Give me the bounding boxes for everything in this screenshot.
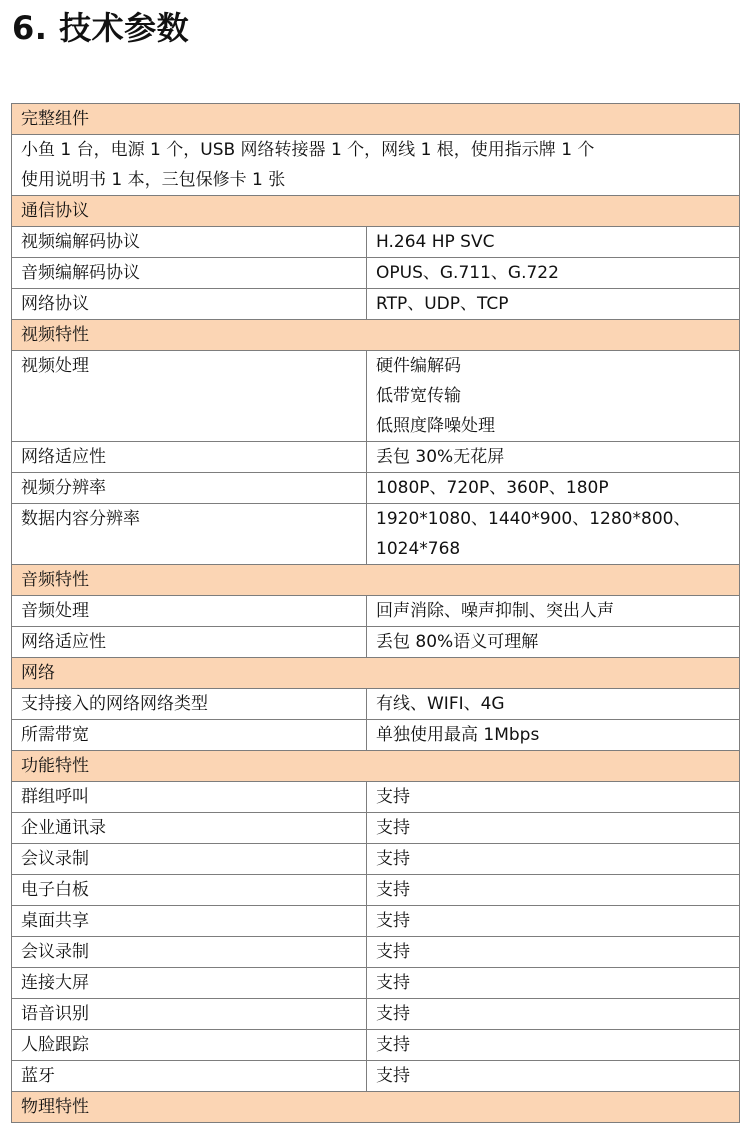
section-title: 网络	[21, 663, 55, 683]
spec-value: 硬件编解码	[376, 356, 461, 376]
spec-value: 低带宽传输	[376, 386, 461, 406]
spec-value: 支持	[376, 1035, 410, 1055]
spec-label: 视频处理	[21, 356, 89, 376]
section-title: 物理特性	[21, 1097, 89, 1117]
spec-table-body	[12, 104, 740, 1123]
section-header-cell	[12, 751, 740, 782]
spec-label: 数据内容分辨率	[21, 509, 140, 529]
spec-value: 支持	[376, 973, 410, 993]
spec-label: 企业通讯录	[21, 818, 106, 838]
spec-value: RTP、UDP、TCP	[376, 294, 509, 314]
section-title: 完整组件	[21, 109, 89, 129]
spec-row	[12, 1061, 740, 1092]
spec-value-cell	[367, 937, 740, 968]
section-header-row	[12, 565, 740, 596]
spec-label-cell	[12, 473, 367, 504]
spec-label-cell	[12, 968, 367, 999]
spec-label-cell	[12, 906, 367, 937]
spec-label: 连接大屏	[21, 973, 89, 993]
spec-value-cell	[367, 844, 740, 875]
spec-label: 网络协议	[21, 294, 89, 314]
spec-label-cell	[12, 720, 367, 751]
spec-value-cell	[367, 875, 740, 906]
spec-label: 语音识别	[21, 1004, 89, 1024]
spec-row	[12, 227, 740, 258]
spec-value-cell	[367, 627, 740, 658]
spec-value: 支持	[376, 942, 410, 962]
section-title: 功能特性	[21, 756, 89, 776]
spec-label-cell	[12, 782, 367, 813]
section-header-row	[12, 1092, 740, 1123]
spec-value-cell	[367, 442, 740, 473]
spec-label: 电子白板	[21, 880, 89, 900]
spec-row	[12, 596, 740, 627]
spec-label: 音频编解码协议	[21, 263, 140, 283]
spec-label: 视频分辨率	[21, 478, 106, 498]
section-header-row	[12, 320, 740, 351]
spec-value-cell	[367, 689, 740, 720]
spec-value: 丢包 30%无花屏	[376, 447, 505, 467]
spec-label: 会议录制	[21, 849, 89, 869]
spec-value: 单独使用最高 1Mbps	[376, 725, 540, 745]
spec-label: 视频编解码协议	[21, 232, 140, 252]
spec-label-cell	[12, 1061, 367, 1092]
section-header-row	[12, 751, 740, 782]
spec-row	[12, 289, 740, 320]
spec-row	[12, 351, 740, 442]
spec-value-cell	[367, 504, 740, 565]
spec-value-cell	[367, 999, 740, 1030]
spec-row	[12, 999, 740, 1030]
spec-label: 桌面共享	[21, 911, 89, 931]
spec-label-cell	[12, 999, 367, 1030]
spec-label: 会议录制	[21, 942, 89, 962]
spec-value-cell	[367, 782, 740, 813]
spec-value: 有线、WIFI、4G	[376, 694, 505, 714]
spec-row	[12, 720, 740, 751]
section-title: 视频特性	[21, 325, 89, 345]
section-header-cell	[12, 104, 740, 135]
spec-row	[12, 906, 740, 937]
section-header-row	[12, 658, 740, 689]
spec-row	[12, 689, 740, 720]
spec-label: 网络适应性	[21, 632, 106, 652]
spec-value-cell	[367, 1030, 740, 1061]
cell-text-line: 使用说明书 1 本，三包保修卡 1 张	[21, 170, 286, 190]
spec-value-cell	[367, 289, 740, 320]
spec-value: 1080P、720P、360P、180P	[376, 478, 609, 498]
spec-value-cell	[367, 906, 740, 937]
spec-value: 1920*1080、1440*900、1280*800、	[376, 509, 691, 529]
spec-value-cell	[367, 720, 740, 751]
spec-row	[12, 844, 740, 875]
section-header-cell	[12, 1092, 740, 1123]
spec-row	[12, 627, 740, 658]
spec-value: 支持	[376, 787, 410, 807]
spec-value: 支持	[376, 818, 410, 838]
spec-label-cell	[12, 289, 367, 320]
spec-label-cell	[12, 504, 367, 565]
spec-value: 回声消除、噪声抑制、突出人声	[376, 601, 614, 621]
spec-value: 低照度降噪处理	[376, 416, 495, 436]
spec-table	[11, 103, 740, 1123]
spec-row	[12, 442, 740, 473]
spec-label-cell	[12, 442, 367, 473]
spec-row	[12, 473, 740, 504]
section-title: 音频特性	[21, 570, 89, 590]
spec-value-cell	[367, 813, 740, 844]
section-header-row	[12, 104, 740, 135]
spec-label: 音频处理	[21, 601, 89, 621]
page-title: 6. 技术参数	[12, 9, 190, 47]
spec-label-cell	[12, 258, 367, 289]
spec-label: 网络适应性	[21, 447, 106, 467]
spec-value: 支持	[376, 1004, 410, 1024]
spec-label: 群组呼叫	[21, 787, 89, 807]
spec-row	[12, 875, 740, 906]
section-header-cell	[12, 320, 740, 351]
spec-label-cell	[12, 813, 367, 844]
spec-label-cell	[12, 844, 367, 875]
section-header-cell	[12, 658, 740, 689]
spec-label: 蓝牙	[21, 1066, 55, 1086]
spec-value: 支持	[376, 849, 410, 869]
spec-row	[12, 258, 740, 289]
spec-value: OPUS、G.711、G.722	[376, 263, 559, 283]
spec-label-cell	[12, 596, 367, 627]
spec-label: 所需带宽	[21, 725, 89, 745]
spec-label-cell	[12, 937, 367, 968]
spec-label-cell	[12, 351, 367, 442]
spec-value: 支持	[376, 1066, 410, 1086]
spec-label: 支持接入的网络网络类型	[21, 694, 208, 714]
spec-row	[12, 968, 740, 999]
spec-row	[12, 1030, 740, 1061]
spec-value-cell	[367, 968, 740, 999]
spec-label-cell	[12, 689, 367, 720]
spec-label-cell	[12, 1030, 367, 1061]
spec-value: H.264 HP SVC	[376, 232, 495, 252]
spec-label-cell	[12, 227, 367, 258]
spec-value-cell	[367, 258, 740, 289]
spec-value-cell	[367, 473, 740, 504]
spec-label: 人脸跟踪	[21, 1035, 89, 1055]
section-header-row	[12, 196, 740, 227]
spec-value-cell	[367, 351, 740, 442]
spec-value: 丢包 80%语义可理解	[376, 632, 539, 652]
section-header-cell	[12, 196, 740, 227]
full-width-cell	[12, 135, 740, 196]
spec-value-cell	[367, 227, 740, 258]
spec-label-cell	[12, 627, 367, 658]
spec-row	[12, 782, 740, 813]
spec-row	[12, 504, 740, 565]
full-width-row	[12, 135, 740, 196]
spec-row	[12, 813, 740, 844]
spec-value: 支持	[376, 880, 410, 900]
spec-value-cell	[367, 596, 740, 627]
cell-text-line: 小鱼 1 台，电源 1 个，USB 网络转接器 1 个，网线 1 根，使用指示牌 1 个	[21, 140, 595, 160]
spec-label-cell	[12, 875, 367, 906]
section-header-cell	[12, 565, 740, 596]
spec-value-cell	[367, 1061, 740, 1092]
spec-value: 1024*768	[376, 539, 461, 559]
section-title: 通信协议	[21, 201, 89, 221]
spec-row	[12, 937, 740, 968]
spec-value: 支持	[376, 911, 410, 931]
